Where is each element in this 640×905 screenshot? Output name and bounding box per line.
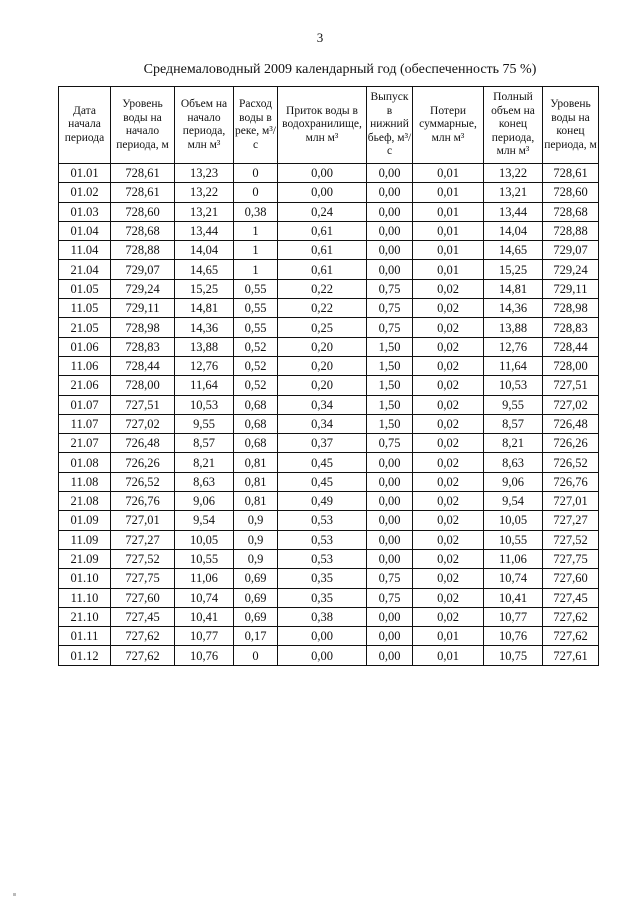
table-cell: 13,44 [175, 221, 234, 240]
table-cell: 0,69 [234, 607, 278, 626]
table-cell: 0,68 [234, 414, 278, 433]
table-cell: 11.10 [59, 588, 111, 607]
table-cell: 727,52 [111, 549, 175, 568]
table-cell: 0,45 [278, 472, 367, 491]
table-cell: 727,62 [543, 607, 599, 626]
table-cell: 9,55 [175, 414, 234, 433]
table-cell: 729,24 [543, 260, 599, 279]
header-cell: Объем на начало периода, млн м³ [175, 87, 234, 164]
header-cell: Дата начала периода [59, 87, 111, 164]
table-cell: 11.06 [59, 356, 111, 375]
table-header-row [59, 87, 599, 164]
table-cell: 12,76 [175, 356, 234, 375]
table-cell: 8,63 [175, 472, 234, 491]
table-cell: 8,63 [484, 453, 543, 472]
table-cell: 727,60 [543, 569, 599, 588]
table-cell: 0,9 [234, 511, 278, 530]
table-row [59, 627, 599, 646]
table-cell: 0,55 [234, 279, 278, 298]
table-cell: 729,11 [543, 279, 599, 298]
table-row [59, 472, 599, 491]
table-cell: 10,05 [484, 511, 543, 530]
table-cell: 01.05 [59, 279, 111, 298]
table-cell: 0,01 [413, 164, 484, 183]
table-cell: 728,98 [111, 318, 175, 337]
table-cell: 01.12 [59, 646, 111, 665]
table-cell: 11.05 [59, 299, 111, 318]
table-cell: 728,88 [543, 221, 599, 240]
table-row [59, 511, 599, 530]
table-cell: 13,21 [175, 202, 234, 221]
table-cell: 10,55 [484, 530, 543, 549]
table-cell: 0,00 [367, 472, 413, 491]
table-cell: 0,20 [278, 376, 367, 395]
table-cell: 0,69 [234, 569, 278, 588]
table-cell: 0,02 [413, 279, 484, 298]
table-cell: 0,61 [278, 241, 367, 260]
table-cell: 1,50 [367, 376, 413, 395]
table-cell: 10,74 [484, 569, 543, 588]
table-row [59, 492, 599, 511]
table-cell: 01.11 [59, 627, 111, 646]
table-cell: 0,00 [367, 221, 413, 240]
table-cell: 15,25 [484, 260, 543, 279]
table-cell: 0,81 [234, 472, 278, 491]
table-cell: 728,83 [543, 318, 599, 337]
table-cell: 0,00 [278, 164, 367, 183]
table-cell: 9,54 [175, 511, 234, 530]
table-cell: 0,01 [413, 221, 484, 240]
table-cell: 14,81 [484, 279, 543, 298]
table-cell: 726,48 [543, 414, 599, 433]
table-cell: 727,52 [543, 530, 599, 549]
table-cell: 13,22 [484, 164, 543, 183]
table-cell: 0,9 [234, 549, 278, 568]
table-cell: 1,50 [367, 414, 413, 433]
table-cell: 0,53 [278, 511, 367, 530]
table-cell: 0,00 [367, 627, 413, 646]
table-cell: 01.10 [59, 569, 111, 588]
table-row [59, 164, 599, 183]
table-cell: 0,22 [278, 279, 367, 298]
table-cell: 10,55 [175, 549, 234, 568]
table-cell: 13,88 [175, 337, 234, 356]
table-cell: 1 [234, 221, 278, 240]
table-cell: 728,61 [111, 164, 175, 183]
table-cell: 11.09 [59, 530, 111, 549]
table-cell: 11,06 [484, 549, 543, 568]
table-cell: 0,34 [278, 395, 367, 414]
scan-speck [13, 893, 16, 896]
table-row [59, 279, 599, 298]
table-row [59, 646, 599, 665]
table-row [59, 376, 599, 395]
table-cell: 0,25 [278, 318, 367, 337]
table-cell: 0,02 [413, 453, 484, 472]
table-cell: 0,02 [413, 569, 484, 588]
table-cell: 728,44 [543, 337, 599, 356]
table-cell: 0,53 [278, 549, 367, 568]
table-row [59, 241, 599, 260]
table-cell: 0,00 [367, 260, 413, 279]
table-cell: 11.04 [59, 241, 111, 260]
table-cell: 0,52 [234, 337, 278, 356]
table-cell: 0,00 [278, 646, 367, 665]
header-cell: Приток воды в водохранилище, млн м³ [278, 87, 367, 164]
table-row [59, 356, 599, 375]
table-cell: 0,00 [278, 183, 367, 202]
table-cell: 728,60 [111, 202, 175, 221]
table-cell: 0,00 [367, 241, 413, 260]
table-cell: 01.07 [59, 395, 111, 414]
table-cell: 13,21 [484, 183, 543, 202]
table-row [59, 569, 599, 588]
table-cell: 0,00 [367, 530, 413, 549]
table-row [59, 337, 599, 356]
table-cell: 8,57 [175, 434, 234, 453]
table-cell: 0,02 [413, 337, 484, 356]
table-cell: 0,00 [367, 646, 413, 665]
table-cell: 11,64 [484, 356, 543, 375]
table-cell: 0,01 [413, 183, 484, 202]
table-cell: 0 [234, 183, 278, 202]
table-cell: 1,50 [367, 337, 413, 356]
table-cell: 21.10 [59, 607, 111, 626]
table-cell: 0,02 [413, 318, 484, 337]
table-cell: 0,61 [278, 260, 367, 279]
table-cell: 9,06 [175, 492, 234, 511]
table-cell: 14,65 [484, 241, 543, 260]
table-cell: 0,68 [234, 434, 278, 453]
table-cell: 01.02 [59, 183, 111, 202]
table-cell: 728,60 [543, 183, 599, 202]
table-cell: 0,00 [367, 607, 413, 626]
table-cell: 14,04 [175, 241, 234, 260]
header-cell: Уровень воды на начало периода, м [111, 87, 175, 164]
table-cell: 727,60 [111, 588, 175, 607]
table-cell: 0,75 [367, 279, 413, 298]
table-cell: 9,54 [484, 492, 543, 511]
table-cell: 728,68 [111, 221, 175, 240]
table-cell: 14,36 [484, 299, 543, 318]
table-cell: 1 [234, 241, 278, 260]
table-cell: 727,01 [543, 492, 599, 511]
table-cell: 14,04 [484, 221, 543, 240]
table-cell: 8,21 [484, 434, 543, 453]
page-number: 3 [316, 30, 324, 45]
header-cell: Полный объем на конец периода, млн м³ [484, 87, 543, 164]
table-cell: 0,00 [367, 183, 413, 202]
header-cell: Выпуск в нижний бьеф, м³/с [367, 87, 413, 164]
table-row [59, 183, 599, 202]
table-cell: 727,62 [111, 646, 175, 665]
table-cell: 10,05 [175, 530, 234, 549]
table-cell: 727,51 [543, 376, 599, 395]
table-cell: 01.04 [59, 221, 111, 240]
table-cell: 0,02 [413, 588, 484, 607]
table-cell: 11.07 [59, 414, 111, 433]
table-cell: 728,44 [111, 356, 175, 375]
water-balance-table [58, 86, 599, 666]
table-cell: 727,45 [543, 588, 599, 607]
table-cell: 726,76 [111, 492, 175, 511]
table-cell: 727,62 [111, 627, 175, 646]
table-cell: 8,21 [175, 453, 234, 472]
table-cell: 726,26 [543, 434, 599, 453]
table-cell: 14,65 [175, 260, 234, 279]
table-cell: 726,52 [543, 453, 599, 472]
table-cell: 0,55 [234, 299, 278, 318]
table-cell: 0,22 [278, 299, 367, 318]
table-cell: 727,02 [543, 395, 599, 414]
table-cell: 10,41 [175, 607, 234, 626]
table-cell: 726,76 [543, 472, 599, 491]
table-cell: 01.03 [59, 202, 111, 221]
table-cell: 727,51 [111, 395, 175, 414]
table-cell: 1,50 [367, 395, 413, 414]
table-cell: 10,75 [484, 646, 543, 665]
table-cell: 0,75 [367, 318, 413, 337]
table-cell: 0,02 [413, 472, 484, 491]
table-cell: 0,20 [278, 337, 367, 356]
table-cell: 0 [234, 646, 278, 665]
table-cell: 0,24 [278, 202, 367, 221]
table-cell: 01.01 [59, 164, 111, 183]
table-cell: 0,75 [367, 569, 413, 588]
header-cell: Расход воды в реке, м³/с [234, 87, 278, 164]
table-cell: 0,00 [367, 549, 413, 568]
table-cell: 15,25 [175, 279, 234, 298]
table-cell: 11,64 [175, 376, 234, 395]
table-cell: 727,01 [111, 511, 175, 530]
table-cell: 727,27 [111, 530, 175, 549]
table-cell: 727,75 [111, 569, 175, 588]
table-cell: 10,76 [484, 627, 543, 646]
header-cell: Уровень воды на конец периода, м [543, 87, 599, 164]
table-cell: 727,62 [543, 627, 599, 646]
table-cell: 0,61 [278, 221, 367, 240]
table-cell: 10,74 [175, 588, 234, 607]
table-cell: 13,23 [175, 164, 234, 183]
table-body [59, 164, 599, 666]
table-cell: 21.09 [59, 549, 111, 568]
table-row [59, 299, 599, 318]
table-cell: 0,02 [413, 607, 484, 626]
table-cell: 0,75 [367, 434, 413, 453]
table-cell: 0,01 [413, 260, 484, 279]
table-cell: 728,83 [111, 337, 175, 356]
table-cell: 729,07 [111, 260, 175, 279]
table-cell: 726,48 [111, 434, 175, 453]
table-cell: 0,00 [367, 202, 413, 221]
table-cell: 726,52 [111, 472, 175, 491]
table-row [59, 318, 599, 337]
table-cell: 0,52 [234, 356, 278, 375]
table-cell: 14,36 [175, 318, 234, 337]
table-cell: 14,81 [175, 299, 234, 318]
table-cell: 0 [234, 164, 278, 183]
table-cell: 10,77 [484, 607, 543, 626]
table-cell: 0,38 [278, 607, 367, 626]
table-cell: 727,75 [543, 549, 599, 568]
table-cell: 0,02 [413, 376, 484, 395]
table-cell: 21.04 [59, 260, 111, 279]
table-cell: 727,02 [111, 414, 175, 433]
table-cell: 0,75 [367, 588, 413, 607]
table-cell: 0,02 [413, 414, 484, 433]
table-cell: 729,07 [543, 241, 599, 260]
table-cell: 728,61 [543, 164, 599, 183]
table-row [59, 588, 599, 607]
table-cell: 0,45 [278, 453, 367, 472]
table-cell: 726,26 [111, 453, 175, 472]
table-cell: 0,68 [234, 395, 278, 414]
table-cell: 0,34 [278, 414, 367, 433]
table-cell: 13,44 [484, 202, 543, 221]
table-cell: 0,00 [278, 627, 367, 646]
table-cell: 0,35 [278, 588, 367, 607]
table-cell: 13,22 [175, 183, 234, 202]
table-cell: 10,76 [175, 646, 234, 665]
table-cell: 0,02 [413, 530, 484, 549]
table-cell: 0,02 [413, 549, 484, 568]
table-cell: 728,00 [543, 356, 599, 375]
table-cell: 0,00 [367, 511, 413, 530]
table-cell: 0,9 [234, 530, 278, 549]
table-cell: 21.05 [59, 318, 111, 337]
header-cell: Потери суммарные, млн м³ [413, 87, 484, 164]
table-cell: 0,02 [413, 434, 484, 453]
table-cell: 21.07 [59, 434, 111, 453]
table-cell: 0,02 [413, 492, 484, 511]
table-row [59, 414, 599, 433]
table-cell: 728,98 [543, 299, 599, 318]
table-cell: 727,61 [543, 646, 599, 665]
table-cell: 10,41 [484, 588, 543, 607]
table-cell: 0,81 [234, 492, 278, 511]
table-cell: 0,02 [413, 299, 484, 318]
table-cell: 729,11 [111, 299, 175, 318]
table-cell: 0,01 [413, 241, 484, 260]
table-cell: 728,61 [111, 183, 175, 202]
table-row [59, 607, 599, 626]
table-cell: 0,01 [413, 627, 484, 646]
table-cell: 729,24 [111, 279, 175, 298]
table-cell: 728,00 [111, 376, 175, 395]
table-cell: 10,53 [175, 395, 234, 414]
table-cell: 1 [234, 260, 278, 279]
table-title: Среднемаловодный 2009 календарный год (обеспеченность 75 %) [143, 62, 537, 77]
table-cell: 0,00 [367, 492, 413, 511]
table-cell: 728,88 [111, 241, 175, 260]
table-cell: 0,00 [367, 164, 413, 183]
table-row [59, 260, 599, 279]
table-row [59, 530, 599, 549]
table-cell: 0,49 [278, 492, 367, 511]
table-row [59, 221, 599, 240]
table-cell: 9,06 [484, 472, 543, 491]
table-row [59, 202, 599, 221]
table-cell: 728,68 [543, 202, 599, 221]
table-cell: 0,01 [413, 646, 484, 665]
table-cell: 0,75 [367, 299, 413, 318]
table-cell: 1,50 [367, 356, 413, 375]
table-cell: 11,06 [175, 569, 234, 588]
table-cell: 10,77 [175, 627, 234, 646]
table-cell: 12,76 [484, 337, 543, 356]
table-cell: 13,88 [484, 318, 543, 337]
table-cell: 8,57 [484, 414, 543, 433]
table-cell: 0,01 [413, 202, 484, 221]
table-row [59, 453, 599, 472]
table-cell: 0,20 [278, 356, 367, 375]
table-cell: 0,02 [413, 511, 484, 530]
table-cell: 0,52 [234, 376, 278, 395]
table-cell: 0,02 [413, 395, 484, 414]
table-cell: 10,53 [484, 376, 543, 395]
table-cell: 0,69 [234, 588, 278, 607]
table-cell: 01.06 [59, 337, 111, 356]
table-cell: 0,02 [413, 356, 484, 375]
table-row [59, 549, 599, 568]
table-cell: 0,81 [234, 453, 278, 472]
table-cell: 0,17 [234, 627, 278, 646]
table-cell: 21.08 [59, 492, 111, 511]
table-cell: 0,55 [234, 318, 278, 337]
table-cell: 0,53 [278, 530, 367, 549]
table-cell: 727,45 [111, 607, 175, 626]
table-cell: 01.08 [59, 453, 111, 472]
table-row [59, 395, 599, 414]
table-cell: 727,27 [543, 511, 599, 530]
table-cell: 11.08 [59, 472, 111, 491]
table-cell: 0,37 [278, 434, 367, 453]
table-cell: 0,38 [234, 202, 278, 221]
table-cell: 21.06 [59, 376, 111, 395]
table-cell: 0,00 [367, 453, 413, 472]
table-cell: 9,55 [484, 395, 543, 414]
table-cell: 01.09 [59, 511, 111, 530]
table-row [59, 434, 599, 453]
table-cell: 0,35 [278, 569, 367, 588]
